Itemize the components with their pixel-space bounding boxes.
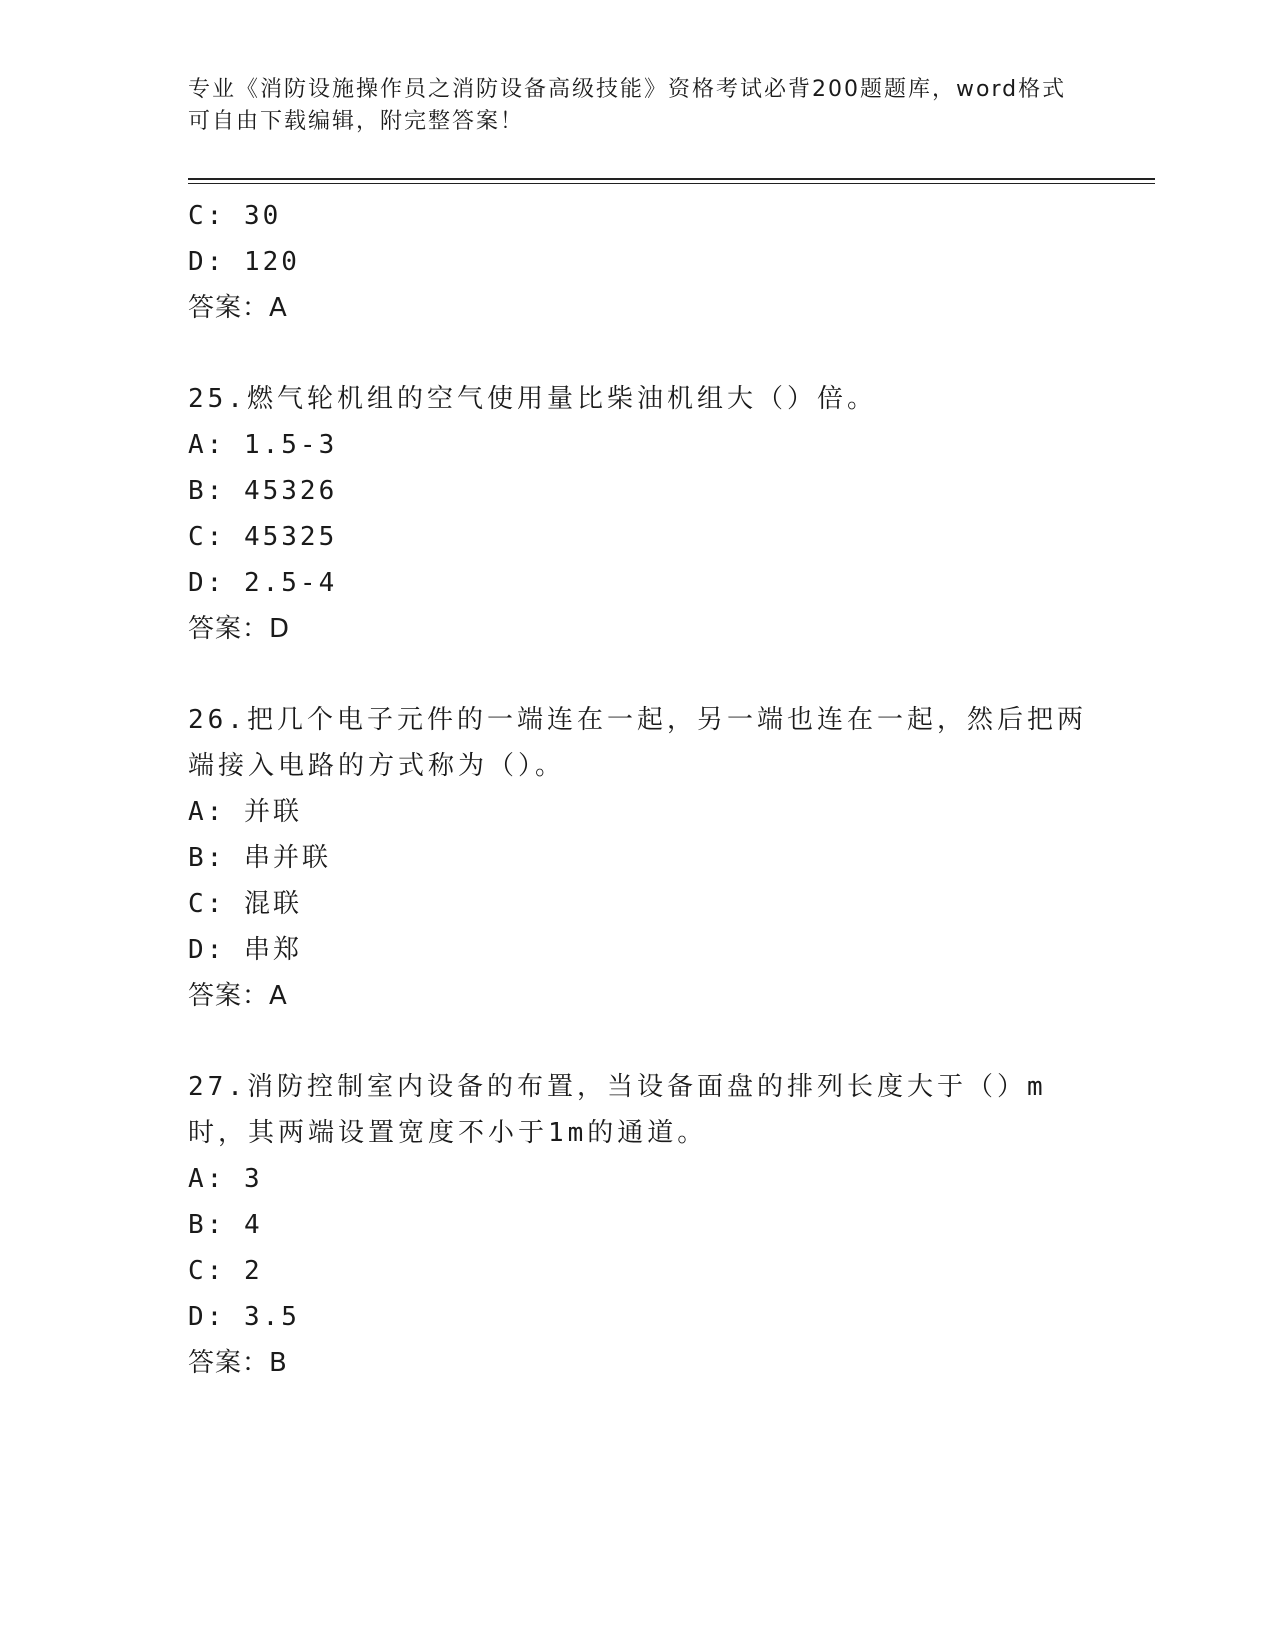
option-b: B: 4 — [188, 1210, 263, 1240]
question-text: 26.把几个电子元件的一端连在一起，另一端也连在一起，然后把两端接入电路的方式称为（）。 — [188, 705, 1087, 781]
question-text: 27.消防控制室内设备的布置，当设备面盘的排列长度大于（）m时，其两端设置宽度不小于1m的通道。 — [188, 1072, 1047, 1148]
question-text: 25.燃气轮机组的空气使用量比柴油机组大（）倍。 — [188, 384, 877, 414]
header-rule-thin — [188, 183, 1155, 184]
answer-line: 答案：A — [188, 981, 288, 1011]
answer-line: 答案：D — [188, 614, 291, 644]
option-c: C: 30 — [188, 201, 282, 231]
option-b: B: 45326 — [188, 476, 338, 506]
option-c: C: 45325 — [188, 522, 338, 552]
option-d: D: 2.5-4 — [188, 568, 338, 598]
option-a: A: 3 — [188, 1164, 263, 1194]
option-b: B: 串并联 — [188, 843, 331, 873]
option-c: C: 混联 — [188, 889, 302, 919]
answer-line: 答案：A — [188, 293, 288, 323]
option-d: D: 串郑 — [188, 935, 302, 965]
option-a: A: 并联 — [188, 797, 302, 827]
question-list — [188, 193, 1088, 1386]
document-header: 专业《消防设施操作员之消防设备高级技能》资格考试必背200题题库，word格式可自由下载编辑，附完整答案！ — [188, 77, 1067, 134]
question-26 — [188, 697, 1088, 1019]
option-c: C: 2 — [188, 1256, 263, 1286]
option-d: D: 3.5 — [188, 1302, 300, 1332]
option-a: A: 1.5-3 — [188, 430, 338, 460]
question-27 — [188, 1064, 1088, 1386]
header-rule-thick — [188, 178, 1155, 180]
partial-question — [188, 193, 1088, 331]
question-25 — [188, 376, 1088, 652]
option-d: D: 120 — [188, 247, 300, 277]
answer-line: 答案：B — [188, 1348, 288, 1378]
